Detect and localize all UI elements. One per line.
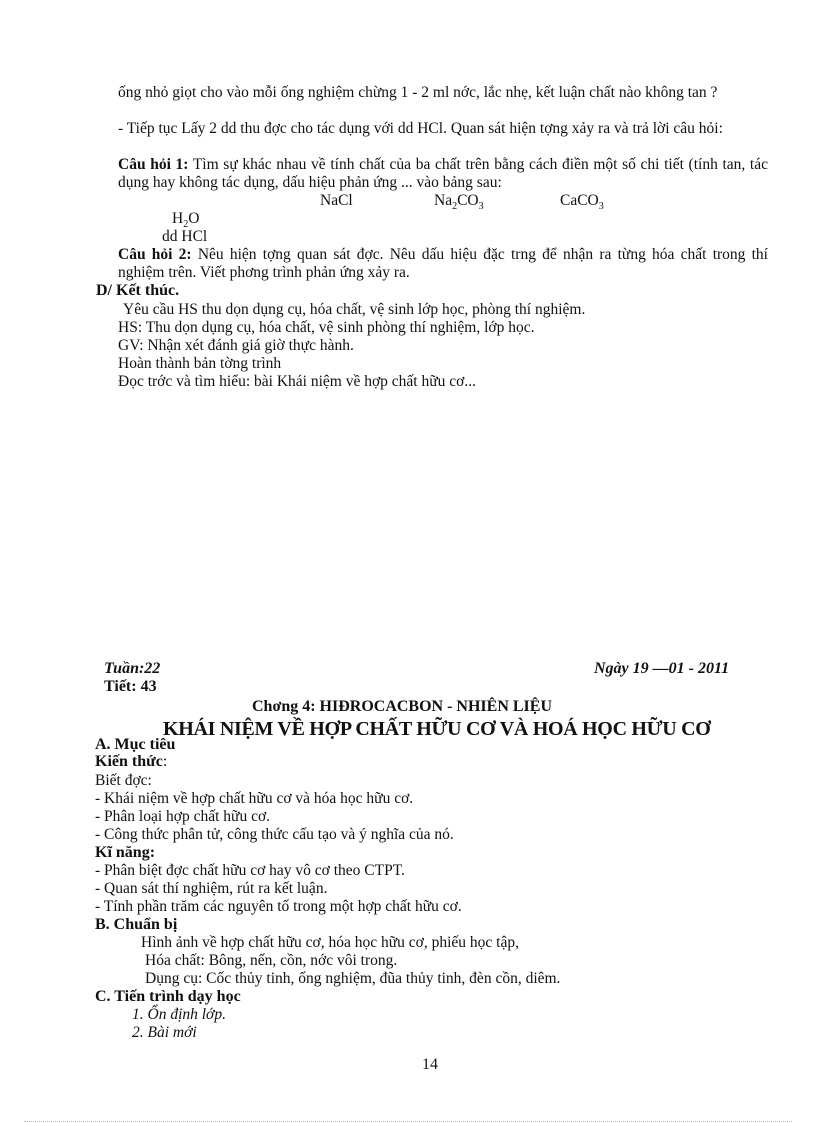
section-c-heading: C. Tiến trình dạy học: [95, 988, 241, 1005]
co-subscript: 3: [478, 201, 484, 213]
section-b-heading: B. Chuẩn bị: [95, 916, 178, 933]
skill-item: - Tính phần trăm các nguyên tố trong một hợp chất hữu cơ.: [95, 898, 462, 915]
table-row-hcl: dd HCl: [162, 228, 208, 245]
caco-subscript: 3: [598, 201, 604, 213]
preparation-item: Hình ảnh về hợp chất hữu cơ, hóa học hữu cơ, phiếu học tập,: [141, 934, 519, 951]
skill-item: - Quan sát thí nghiệm, rút ra kết luận.: [95, 880, 328, 897]
lesson-title: KHÁI NIỆM VỀ HỢP CHẤT HỮU CƠ VÀ HOÁ HỌC HỮU CƠ: [163, 718, 711, 740]
table-col-caco3: [560, 192, 604, 212]
preparation-item: Dụng cụ: Cốc thủy tinh, ống nghiệm, đũa thủy tinh, đèn cồn, diêm.: [145, 970, 561, 987]
paragraph-continue: - Tiếp tục Lấy 2 dd thu đợc cho tác dụng với dd HCl. Quan sát hiện tợng xảy ra và trả lời câu hỏi:: [118, 120, 723, 137]
section-a-heading: A. Mục tiêu: [95, 736, 176, 753]
knowledge-item: - Phân loại hợp chất hữu cơ.: [95, 808, 271, 825]
knowledge-heading: [95, 753, 167, 771]
skill-item: - Phân biệt đợc chất hữu cơ hay vô cơ theo CTPT.: [95, 862, 405, 879]
table-col-nacl: NaCl: [320, 192, 353, 209]
d-line: Yêu cầu HS thu dọn dụng cụ, hóa chất, vệ sinh lớp học, phòng thí nghiệm.: [123, 301, 586, 318]
h-subscript: 2: [183, 219, 189, 231]
co-symbol: CO: [457, 192, 479, 209]
week-label: Tuần:22: [104, 660, 161, 677]
question-2: [118, 246, 768, 282]
procedure-item: 1. Ổn định lớp.: [132, 1006, 226, 1023]
question-1: [118, 156, 768, 192]
table-col-na2co3: [434, 192, 484, 212]
question-1-label: Câu hỏi 1:: [118, 156, 189, 173]
d-line: HS: Thu dọn dụng cụ, hóa chất, vệ sinh phòng thí nghiệm, lớp học.: [118, 319, 535, 336]
caco-symbol: CaCO: [560, 192, 599, 209]
paragraph-instructions: ống nhỏ giọt cho vào mỗi ống nghiệm chừng 1 - 2 ml nớc, lắc nhẹ, kết luận chất nào không tan ?: [118, 84, 718, 101]
na-subscript: 2: [452, 201, 458, 213]
page-number: 14: [422, 1056, 438, 1073]
question-2-label: Câu hỏi 2:: [118, 246, 192, 263]
chapter-title: Chơng 4: HIĐROCACBON - NHIÊN LIỆU: [252, 698, 553, 715]
section-d-heading: D/ Kết thúc.: [96, 282, 180, 299]
o-symbol: O: [188, 210, 200, 227]
question-1-text: Tìm sự khác nhau về tính chất của ba chất trên bằng cách điền một số chi tiết (tính tan, tác dụng hay không tác dụng, dấu hiệu phản ứng ... vào bảng sau:: [118, 156, 769, 191]
question-2-text: Nêu hiện tợng quan sát đợc. Nêu dấu hiệu đặc trng để nhận ra từng hóa chất trong thí nghiệm trên. Viết phơng trình phản ứng xảy ra.: [118, 246, 768, 281]
procedure-item: 2. Bài mới: [132, 1024, 197, 1041]
knowledge-colon: :: [162, 753, 168, 770]
preparation-item: Hóa chất: Bông, nến, cồn, nớc vôi trong.: [145, 952, 398, 969]
knowledge-heading-text: Kiến thức: [95, 753, 163, 770]
page-bottom-divider: [24, 1121, 792, 1122]
d-line: Hoàn thành bản tờng trình: [118, 355, 282, 372]
knowledge-intro: Biết đợc:: [95, 772, 152, 789]
d-line: GV: Nhận xét đánh giá giờ thực hành.: [118, 337, 354, 354]
h-symbol: H: [172, 210, 184, 227]
d-line: Đọc trớc và tìm hiểu: bài Khái niệm về hợp chất hữu cơ...: [118, 373, 476, 390]
na-symbol: Na: [434, 192, 453, 209]
knowledge-item: - Công thức phân tử, công thức cấu tạo và ý nghĩa của nó.: [95, 826, 454, 843]
date-label: Ngày 19 —01 - 2011: [594, 660, 730, 677]
knowledge-item: - Khái niệm về hợp chất hữu cơ và hóa học hữu cơ.: [95, 790, 414, 807]
period-label: Tiết: 43: [104, 678, 157, 695]
skills-heading: Kĩ năng:: [95, 844, 156, 861]
